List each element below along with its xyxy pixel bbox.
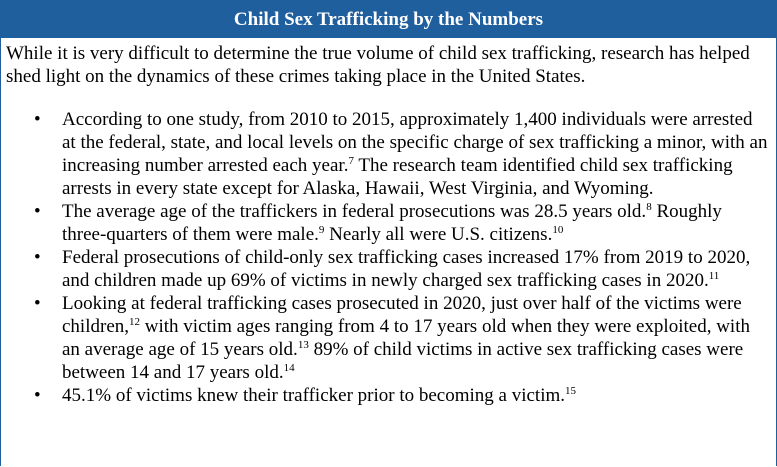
bullet-icon: •: [34, 247, 41, 268]
footnote-ref: 10: [552, 224, 564, 236]
footnote-ref: 13: [297, 339, 309, 351]
intro-paragraph: While it is very difficult to determine the true volume of child sex trafficking, research has helped shed light on the dynamics of these crimes taking place in the United States.: [6, 43, 750, 87]
bullet-text: According to one study, from 2010 to 2015, approximately 1,400 individuals were arrested at the federal, state, and local levels on the specific charge of sex trafficking a minor, with an increasing number arrested each year.: [62, 109, 768, 176]
footnote-ref: 8: [646, 201, 652, 213]
bullet-text: Federal prosecutions of child-only sex trafficking cases increased 17% from 2019 to 2020, and children made up 69% of victims in newly charged sex trafficking cases in 2020.: [62, 247, 751, 291]
bullet-icon: •: [34, 201, 41, 222]
bullet-icon: •: [34, 385, 41, 406]
footnote-ref: 11: [708, 270, 720, 282]
bullet-text: 45.1% of victims knew their trafficker prior to becoming a victim.: [62, 385, 566, 406]
bullet-text: Looking at federal trafficking cases prosecuted in 2020, just over half of the victims were children,: [62, 293, 742, 337]
bullet-text: Nearly all were U.S. citizens.: [324, 224, 553, 245]
footnote-ref: 12: [129, 316, 141, 328]
bullet-text: 89% of child victims in active sex trafficking cases were between 14 and 17 years old.: [62, 339, 744, 383]
bullet-text: with victim ages ranging from 4 to 17 years old when they were exploited, with an average age of 15 years old.: [62, 316, 750, 360]
list-item: [1, 108, 776, 200]
footnote-ref: 15: [565, 385, 577, 397]
bullet-icon: •: [34, 293, 41, 314]
box-title: Child Sex Trafficking by the Numbers: [233, 9, 544, 30]
footnote-ref: 9: [318, 224, 325, 236]
box-header: [1, 1, 776, 38]
list-item: [1, 200, 776, 246]
list-item: [1, 384, 776, 407]
statistics-list: [1, 108, 776, 407]
bullet-text: The average age of the traffickers in federal prosecutions was 28.5 years old.: [62, 201, 647, 222]
bullet-icon: •: [34, 109, 41, 130]
list-item: [1, 246, 776, 292]
footnote-ref: 14: [283, 362, 295, 374]
bullet-text: The research team identified child sex trafficking arrests in every state except for Alaska, Hawaii, West Virginia, and Wyoming.: [62, 155, 733, 199]
list-item: [1, 292, 776, 384]
footnote-ref: 7: [348, 155, 354, 167]
bullet-text: Roughly three-quarters of them were male.: [62, 201, 722, 245]
